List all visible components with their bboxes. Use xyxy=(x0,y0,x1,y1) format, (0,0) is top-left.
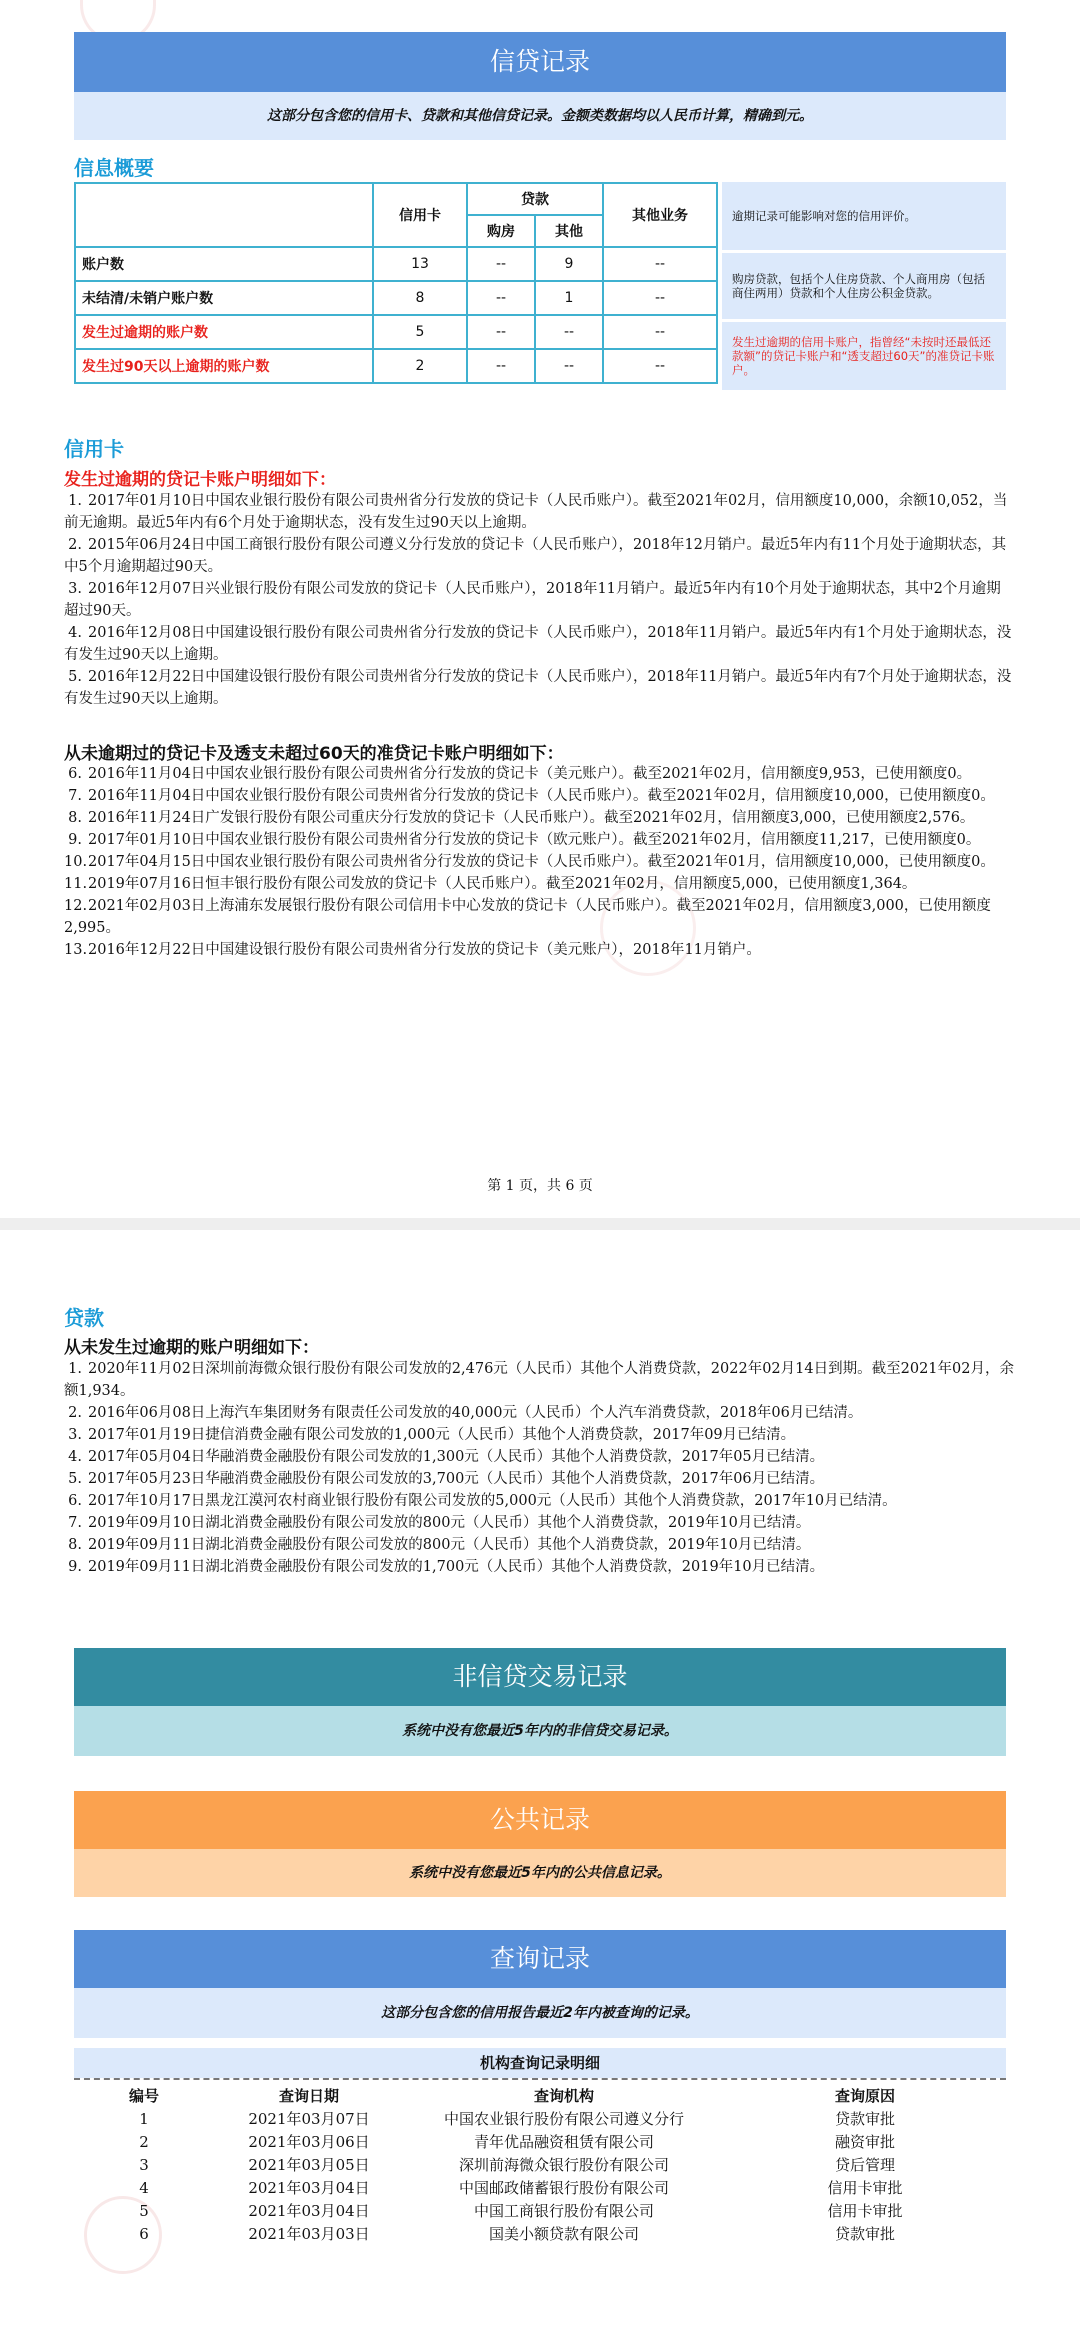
list-item-number: 6. xyxy=(68,766,82,782)
list-item-number: 3. xyxy=(68,1427,82,1443)
table-row xyxy=(74,2131,1006,2154)
list-item xyxy=(64,1424,1014,1446)
query-reason: 信用卡审批 xyxy=(827,2179,903,2197)
list-item xyxy=(64,785,1014,807)
query-institution: 中国农业银行股份有限公司遵义分行 xyxy=(443,2110,684,2128)
loans-heading: 从未发生过逾期的账户明细如下： xyxy=(64,1338,319,1358)
list-item-text: 2019年09月11日湖北消费金融股份有限公司发放的800元（人民币）其他个人消费贷款，2019年10月已结清。 xyxy=(88,1537,811,1553)
query-date: 2021年03月04日 xyxy=(248,2179,370,2197)
list-item xyxy=(64,1358,1014,1402)
list-item-number: 10. xyxy=(64,854,88,870)
list-item xyxy=(64,807,1014,829)
table-row xyxy=(74,2223,1006,2246)
overview-note-housing: 购房贷款，包括个人住房贷款、个人商用房（包括商住两用）贷款和个人住房公积金贷款。 xyxy=(722,253,1006,319)
overview-title: 信息概要 xyxy=(74,156,154,180)
query-date: 2021年03月06日 xyxy=(248,2133,370,2151)
list-item xyxy=(64,1468,1014,1490)
list-item-text: 2017年05月04日华融消费金融股份有限公司发放的1,300元（人民币）其他个人消费贷款，2017年05月已结清。 xyxy=(88,1449,825,1465)
normal-card-heading: 从未逾期过的贷记卡及透支未超过60天的准贷记卡账户明细如下： xyxy=(64,744,564,764)
list-item xyxy=(64,490,1014,534)
header-housing: 购房 xyxy=(467,215,535,247)
page-number: 第 1 页，共 6 页 xyxy=(487,1178,593,1194)
query-table-divider xyxy=(74,2078,1006,2080)
list-item-number: 4. xyxy=(68,625,82,641)
list-item-number: 5. xyxy=(68,1471,82,1487)
list-item xyxy=(64,829,1014,851)
list-item-text: 2016年12月07日兴业银行股份有限公司发放的贷记卡（人民币账户），2018年11月销户。最近5年内有10个月处于逾期状态，其中2个月逾期超过90天。 xyxy=(64,581,1001,619)
list-item xyxy=(64,1446,1014,1468)
loans-title: 贷款 xyxy=(64,1306,104,1330)
list-item xyxy=(64,578,1014,622)
loan-list xyxy=(64,1358,1014,1578)
list-item-number: 1. xyxy=(68,493,82,509)
header-other: 其他 xyxy=(535,215,603,247)
list-item xyxy=(64,763,1014,785)
query-date: 2021年03月04日 xyxy=(248,2202,370,2220)
normal-card-list xyxy=(64,763,1014,961)
query-reason: 贷后管理 xyxy=(834,2156,895,2174)
public-records-title: 公共记录 xyxy=(489,1805,590,1834)
list-item-number: 8. xyxy=(68,1537,82,1553)
overview-table xyxy=(74,182,718,384)
list-item-number: 5. xyxy=(68,669,82,685)
list-item xyxy=(64,939,1014,961)
list-item xyxy=(64,534,1014,578)
query-institution: 青年优品融资租赁有限公司 xyxy=(473,2133,654,2151)
list-item-text: 2015年06月24日中国工商银行股份有限公司遵义分行发放的贷记卡（人民币账户），2018年12月销户。最近5年内有11个月处于逾期状态，其中5个月逾期超过90天。 xyxy=(64,537,1007,575)
list-item xyxy=(64,1402,1014,1424)
list-item xyxy=(64,1534,1014,1556)
overview-note-overdue: 逾期记录可能影响对您的信用评价。 xyxy=(722,182,1006,250)
query-table-title: 机构查询记录明细 xyxy=(74,2048,1006,2078)
credit-records-title: 信贷记录 xyxy=(489,47,590,76)
list-item-number: 9. xyxy=(68,1559,82,1575)
non-credit-subtitle: 系统中没有您最近5年内的非信贷交易记录。 xyxy=(74,1706,1006,1756)
query-date: 2021年03月07日 xyxy=(248,2110,370,2128)
query-date: 2021年03月05日 xyxy=(248,2156,370,2174)
list-item-text: 2017年04月15日中国农业银行股份有限公司贵州省分行发放的贷记卡（人民币账户）。截至2021年01月，信用额度10,000，已使用额度0。 xyxy=(88,854,995,870)
query-table xyxy=(74,2083,1006,2246)
list-item-text: 2017年01月19日捷信消费金融有限公司发放的1,000元（人民币）其他个人消费贷款，2017年09月已结清。 xyxy=(88,1427,796,1443)
query-header-institution: 查询机构 xyxy=(533,2087,594,2105)
table-row: 发生过90天以上逾期的账户数 2 -- -- -- xyxy=(75,349,717,383)
overdue-card-heading: 发生过逾期的贷记卡账户明细如下： xyxy=(64,470,336,490)
list-item xyxy=(64,666,1014,710)
query-number: 6 xyxy=(139,2225,149,2243)
credit-card-title: 信用卡 xyxy=(64,437,124,461)
query-reason: 贷款审批 xyxy=(834,2110,895,2128)
query-reason: 融资审批 xyxy=(834,2133,895,2151)
table-row: 账户数 13 -- 9 -- xyxy=(75,247,717,281)
query-reason: 贷款审批 xyxy=(834,2225,895,2243)
list-item xyxy=(64,851,1014,873)
list-item-number: 2. xyxy=(68,1405,82,1421)
page-divider xyxy=(0,1218,1080,1230)
table-row: 未结清/未销户账户数 8 -- 1 -- xyxy=(75,281,717,315)
list-item-number: 4. xyxy=(68,1449,82,1465)
non-credit-banner xyxy=(74,1648,1006,1706)
list-item-text: 2019年07月16日恒丰银行股份有限公司发放的贷记卡（人民币账户）。截至2021年02月，信用额度5,000，已使用额度1,364。 xyxy=(88,876,917,892)
query-institution: 中国邮政储蓄银行股份有限公司 xyxy=(458,2179,669,2197)
public-records-subtitle: 系统中没有您最近5年内的公共信息记录。 xyxy=(74,1849,1006,1897)
header-credit-card: 信用卡 xyxy=(373,183,467,247)
credit-records-banner xyxy=(74,32,1006,92)
list-item xyxy=(64,1556,1014,1578)
table-row xyxy=(74,2177,1006,2200)
public-records-banner xyxy=(74,1791,1006,1849)
query-reason: 信用卡审批 xyxy=(827,2202,903,2220)
list-item-number: 7. xyxy=(68,788,82,804)
query-date: 2021年03月03日 xyxy=(248,2225,370,2243)
list-item-text: 2016年06月08日上海汽车集团财务有限责任公司发放的40,000元（人民币）个人汽车消费贷款，2018年06月已结清。 xyxy=(88,1405,863,1421)
header-other-business: 其他业务 xyxy=(603,183,717,247)
list-item-text: 2017年10月17日黑龙江漠河农村商业银行股份有限公司发放的5,000元（人民币）其他个人消费贷款，2017年10月已结清。 xyxy=(88,1493,897,1509)
list-item-text: 2019年09月10日湖北消费金融股份有限公司发放的800元（人民币）其他个人消费贷款，2019年10月已结清。 xyxy=(88,1515,811,1531)
list-item-number: 12. xyxy=(64,898,88,914)
list-item-number: 8. xyxy=(68,810,82,826)
overdue-card-list xyxy=(64,490,1014,710)
query-institution: 深圳前海微众银行股份有限公司 xyxy=(458,2156,669,2174)
list-item-number: 9. xyxy=(68,832,82,848)
list-item-number: 3. xyxy=(68,581,82,597)
query-records-title: 查询记录 xyxy=(489,1944,590,1973)
table-row: 发生过逾期的账户数 5 -- -- -- xyxy=(75,315,717,349)
table-row xyxy=(74,2154,1006,2177)
query-records-banner xyxy=(74,1930,1006,1988)
header-loan: 贷款 xyxy=(467,183,603,215)
list-item xyxy=(64,1490,1014,1512)
query-number: 1 xyxy=(139,2110,149,2128)
list-item-number: 11. xyxy=(64,876,88,892)
table-row xyxy=(74,2108,1006,2131)
list-item-number: 13. xyxy=(64,942,88,958)
credit-records-subtitle: 这部分包含您的信用卡、贷款和其他信贷记录。金额类数据均以人民币计算，精确到元。 xyxy=(74,92,1006,140)
query-institution: 中国工商银行股份有限公司 xyxy=(473,2202,654,2220)
overview-note-credit-card: 发生过逾期的信用卡账户，指曾经“未按时还最低还款额”的贷记卡账户和“透支超过60天”的准贷记卡账户。 xyxy=(722,322,1006,390)
list-item-text: 2020年11月02日深圳前海微众银行股份有限公司发放的2,476元（人民币）其他个人消费贷款，2022年02月14日到期。截至2021年02月，余额1,934。 xyxy=(64,1361,1014,1399)
list-item-text: 2016年11月04日中国农业银行股份有限公司贵州省分行发放的贷记卡（人民币账户）。截至2021年02月，信用额度10,000，已使用额度0。 xyxy=(88,788,995,804)
list-item-number: 1. xyxy=(68,1361,82,1377)
list-item xyxy=(64,1512,1014,1534)
list-item-number: 6. xyxy=(68,1493,82,1509)
query-institution: 国美小额贷款有限公司 xyxy=(488,2225,639,2243)
query-header-date: 查询日期 xyxy=(278,2087,339,2105)
list-item xyxy=(64,895,1014,939)
query-number: 5 xyxy=(139,2202,149,2220)
list-item-text: 2021年02月03日上海浦东发展银行股份有限公司信用卡中心发放的贷记卡（人民币账户）。截至2021年02月，信用额度3,000，已使用额度2,995。 xyxy=(64,898,991,936)
list-item xyxy=(64,873,1014,895)
list-item-text: 2016年12月22日中国建设银行股份有限公司贵州省分行发放的贷记卡（人民币账户），2018年11月销户。最近5年内有7个月处于逾期状态，没有发生过90天以上逾期。 xyxy=(64,669,1012,707)
list-item-text: 2017年05月23日华融消费金融股份有限公司发放的3,700元（人民币）其他个人消费贷款，2017年06月已结清。 xyxy=(88,1471,825,1487)
list-item-text: 2016年11月24日广发银行股份有限公司重庆分行发放的贷记卡（人民币账户）。截至2021年02月，信用额度3,000，已使用额度2,576。 xyxy=(88,810,975,826)
list-item-text: 2017年01月10日中国农业银行股份有限公司贵州省分行发放的贷记卡（欧元账户）。截至2021年02月，信用额度11,217，已使用额度0。 xyxy=(88,832,981,848)
non-credit-title: 非信贷交易记录 xyxy=(452,1662,628,1691)
list-item-number: 2. xyxy=(68,537,82,553)
list-item-text: 2019年09月11日湖北消费金融股份有限公司发放的1,700元（人民币）其他个人消费贷款，2019年10月已结清。 xyxy=(88,1559,825,1575)
query-header-reason: 查询原因 xyxy=(834,2087,895,2105)
list-item-number: 7. xyxy=(68,1515,82,1531)
query-records-subtitle: 这部分包含您的信用报告最近2年内被查询的记录。 xyxy=(74,1988,1006,2038)
table-row xyxy=(74,2200,1006,2223)
list-item-text: 2016年12月22日中国建设银行股份有限公司贵州省分行发放的贷记卡（美元账户），2018年11月销户。 xyxy=(88,942,761,958)
query-number: 4 xyxy=(139,2179,149,2197)
query-header-number: 编号 xyxy=(128,2087,159,2105)
query-number: 2 xyxy=(139,2133,149,2151)
list-item-text: 2017年01月10日中国农业银行股份有限公司贵州省分行发放的贷记卡（人民币账户）。截至2021年02月，信用额度10,000，余额10,052，当前无逾期。最近5年内有6个月处于逾期状态，没有发生过90天以上逾期。 xyxy=(64,493,1008,531)
query-number: 3 xyxy=(139,2156,149,2174)
list-item-text: 2016年12月08日中国建设银行股份有限公司贵州省分行发放的贷记卡（人民币账户），2018年11月销户。最近5年内有1个月处于逾期状态，没有发生过90天以上逾期。 xyxy=(64,625,1012,663)
list-item xyxy=(64,622,1014,666)
list-item-text: 2016年11月04日中国农业银行股份有限公司贵州省分行发放的贷记卡（美元账户）。截至2021年02月，信用额度9,953，已使用额度0。 xyxy=(88,766,972,782)
